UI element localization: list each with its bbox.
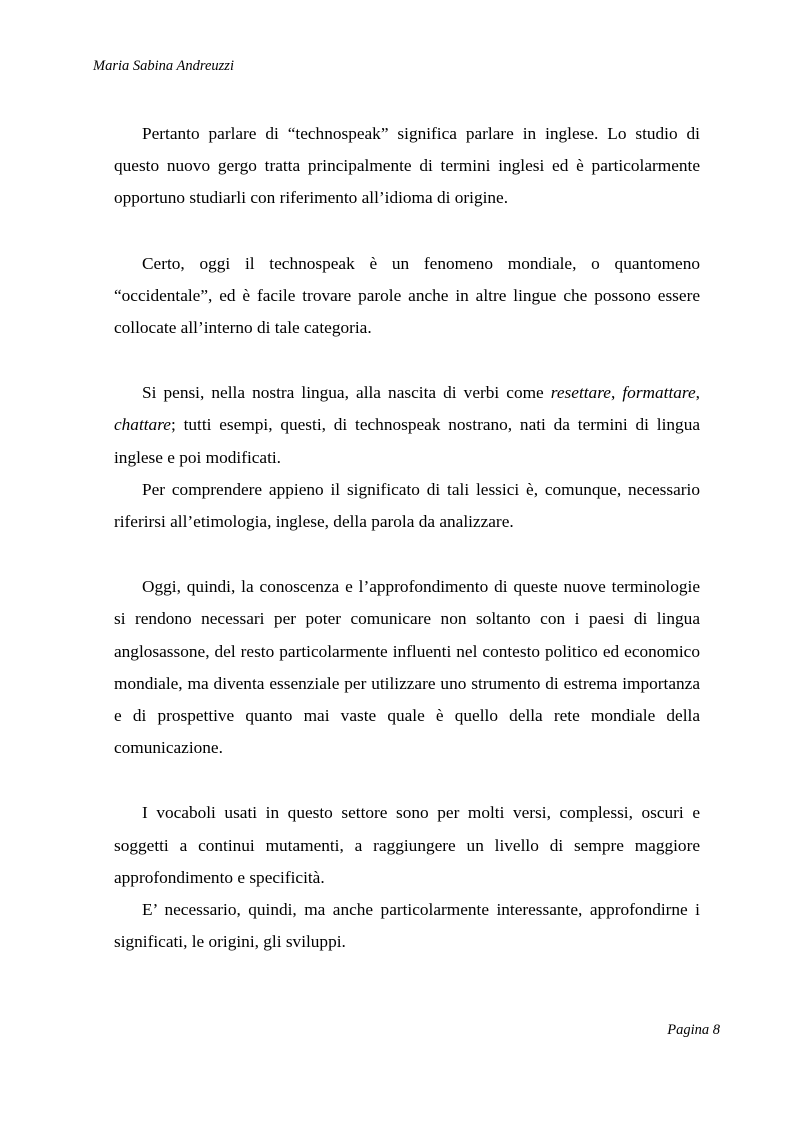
text-segment: ,	[695, 383, 700, 403]
paragraph-technospeak-english: Pertanto parlare di “technospeak” significa parlare in inglese. Lo studio di questo nuovo gergo tratta principalmente di termini inglesi ed è particolarmente opportuno studiarli con riferimento all’idioma di origine.	[114, 124, 700, 208]
running-header-author: Maria Sabina Andreuzzi	[93, 58, 234, 74]
paragraph-italian-verbs	[114, 377, 700, 474]
paragraph-knowledge-importance: Oggi, quindi, la conoscenza e l’approfondimento di queste nuove terminologie si rendono necessari per poter comunicare non soltanto con i paesi di lingua anglosassone, del resto particolarmente influenti nel contesto politico ed economico mondiale, ma diventa essenziale per utilizzare uno strumento di estrema importanza e di prospettive quanto mai vaste quale è quello della rete mondiale della comunicazione.	[114, 577, 700, 758]
text-segment: ,	[610, 383, 623, 403]
text-segment: Si pensi, nella nostra lingua, alla nascita di verbi come	[142, 383, 551, 403]
text-segment: ; tutti esempi, questi, di technospeak nostrano, nati da termini di lingua inglese e poi modificati.	[114, 415, 700, 467]
page-number: Pagina 8	[667, 1022, 720, 1038]
example-word-chattare: chattare	[114, 415, 171, 435]
paragraph-vocabulary-complexity: I vocaboli usati in questo settore sono per molti versi, complessi, oscuri e soggetti a continui mutamenti, a raggiungere un livello di sempre maggiore approfondimento e specificità.	[114, 803, 700, 887]
example-word-formattare: formattare	[622, 383, 696, 403]
example-word-resettare: resettare	[550, 383, 611, 403]
page-body	[114, 118, 700, 958]
paragraph-necessary-study: E’ necessario, quindi, ma anche particolarmente interessante, approfondirne i significati, le origini, gli sviluppi.	[114, 900, 700, 952]
paragraph-worldwide-phenomenon: Certo, oggi il technospeak è un fenomeno mondiale, o quantomeno “occidentale”, ed è facile trovare parole anche in altre lingue che possono essere collocate all’interno di tale categoria.	[114, 253, 700, 338]
paragraph-etymology: Per comprendere appieno il significato di tali lessici è, comunque, necessario riferirsi all’etimologia, inglese, della parola da analizzare.	[114, 479, 700, 532]
